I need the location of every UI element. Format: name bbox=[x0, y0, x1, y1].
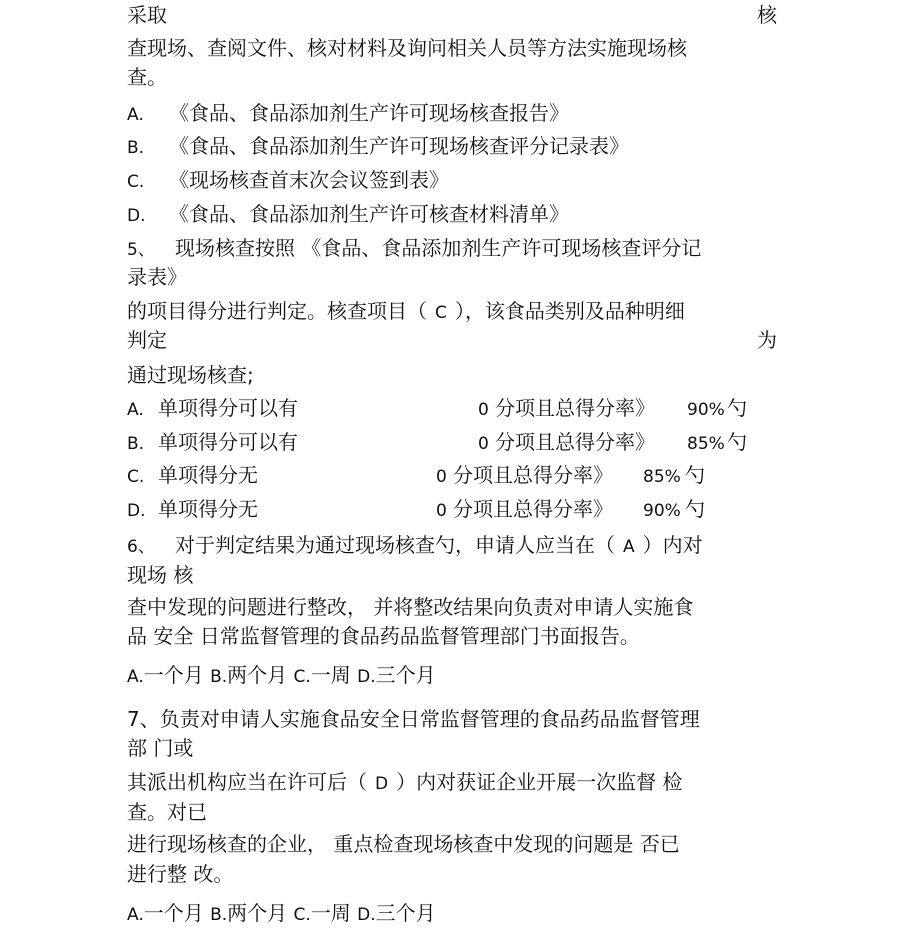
q5-line-3: 的项目得分进行判定。核查项目（ C ），该食品类别及品种明细 bbox=[127, 299, 685, 323]
q7-line-6: 进行整 改。 bbox=[127, 862, 234, 886]
q7-line-5: 进行现场核查的企业， 重点检查现场核查中发现的问题是 否已 bbox=[127, 832, 680, 856]
q5-line-4: 判定 为 bbox=[127, 328, 777, 352]
q6-answers: A.一个月 B.两个月 C.一周 D.三个月 bbox=[127, 663, 436, 687]
q5-option-c: C. 单项得分无 0 分项且总得分率》 85% 勺 bbox=[127, 463, 705, 487]
q6-number: 6、 bbox=[127, 537, 155, 557]
q5-option-d: D. 单项得分无 0 分项且总得分率》 90% 勺 bbox=[127, 497, 705, 521]
q7-line-2: 部 门或 bbox=[127, 736, 194, 760]
q5-line-2: 录表》 bbox=[127, 265, 187, 289]
q5-option-b: B. 单项得分可以有 0 分项且总得分率》 85% 勺 bbox=[127, 430, 747, 454]
q4-option-b: B. 《食品、食品添加剂生产许可现场核查评分记录表》 bbox=[127, 134, 629, 158]
q6-line-3: 查中发现的问题进行整改， 并将整改结果向负责对申请人实施食 bbox=[127, 595, 694, 619]
q6-line-2: 现场 核 bbox=[127, 563, 194, 587]
q7-line-3: 其派出机构应当在许可后（ D ）内对获证企业开展一次监督 检 bbox=[127, 770, 683, 794]
q7-answer: D bbox=[375, 774, 389, 794]
q4-option-c: C. 《现场核查首末次会议签到表》 bbox=[127, 168, 449, 192]
q5-line-1: 5、 现场核查按照 《食品、食品添加剂生产许可现场核查评分记 bbox=[127, 233, 777, 265]
q5-line-5: 通过现场核查; bbox=[127, 363, 254, 387]
q4-option-d: D. 《食品、食品添加剂生产许可核查材料清单》 bbox=[127, 202, 569, 226]
q7-answers: A.一个月 B.两个月 C.一周 D.三个月 bbox=[127, 901, 436, 925]
q4-line-1-left: 采取 bbox=[127, 3, 167, 27]
q5-answer: C bbox=[435, 303, 447, 323]
q7-line-1: 7、负责对申请人实施食品安全日常监督管理的食品药品监督管理 bbox=[127, 707, 700, 731]
q6-answer: A bbox=[623, 537, 635, 557]
q7-line-4: 查。对已 bbox=[127, 800, 207, 824]
q4-option-a: A. 《食品、食品添加剂生产许可现场核查报告》 bbox=[127, 101, 569, 125]
q5-number: 5、 bbox=[127, 240, 155, 260]
q4-line-1-right: 核 bbox=[757, 3, 777, 27]
q6-line-4: 品 安全 日常监督管理的食品药品监督管理部门书面报告。 bbox=[127, 624, 640, 648]
q4-line-1 bbox=[127, 0, 777, 30]
q4-line-3: 查。 bbox=[127, 65, 167, 89]
q5-option-a: A. 单项得分可以有 0 分项且总得分率》 90% 勺 bbox=[127, 396, 747, 420]
q4-line-2: 查现场、查阅文件、核对材料及询问相关人员等方法实施现场核 bbox=[127, 36, 687, 60]
q6-line-1: 6、 对于判定结果为通过现场核查勺，申请人应当在（ A ）内对 bbox=[127, 530, 777, 562]
q7-number: 7、 bbox=[127, 707, 160, 731]
